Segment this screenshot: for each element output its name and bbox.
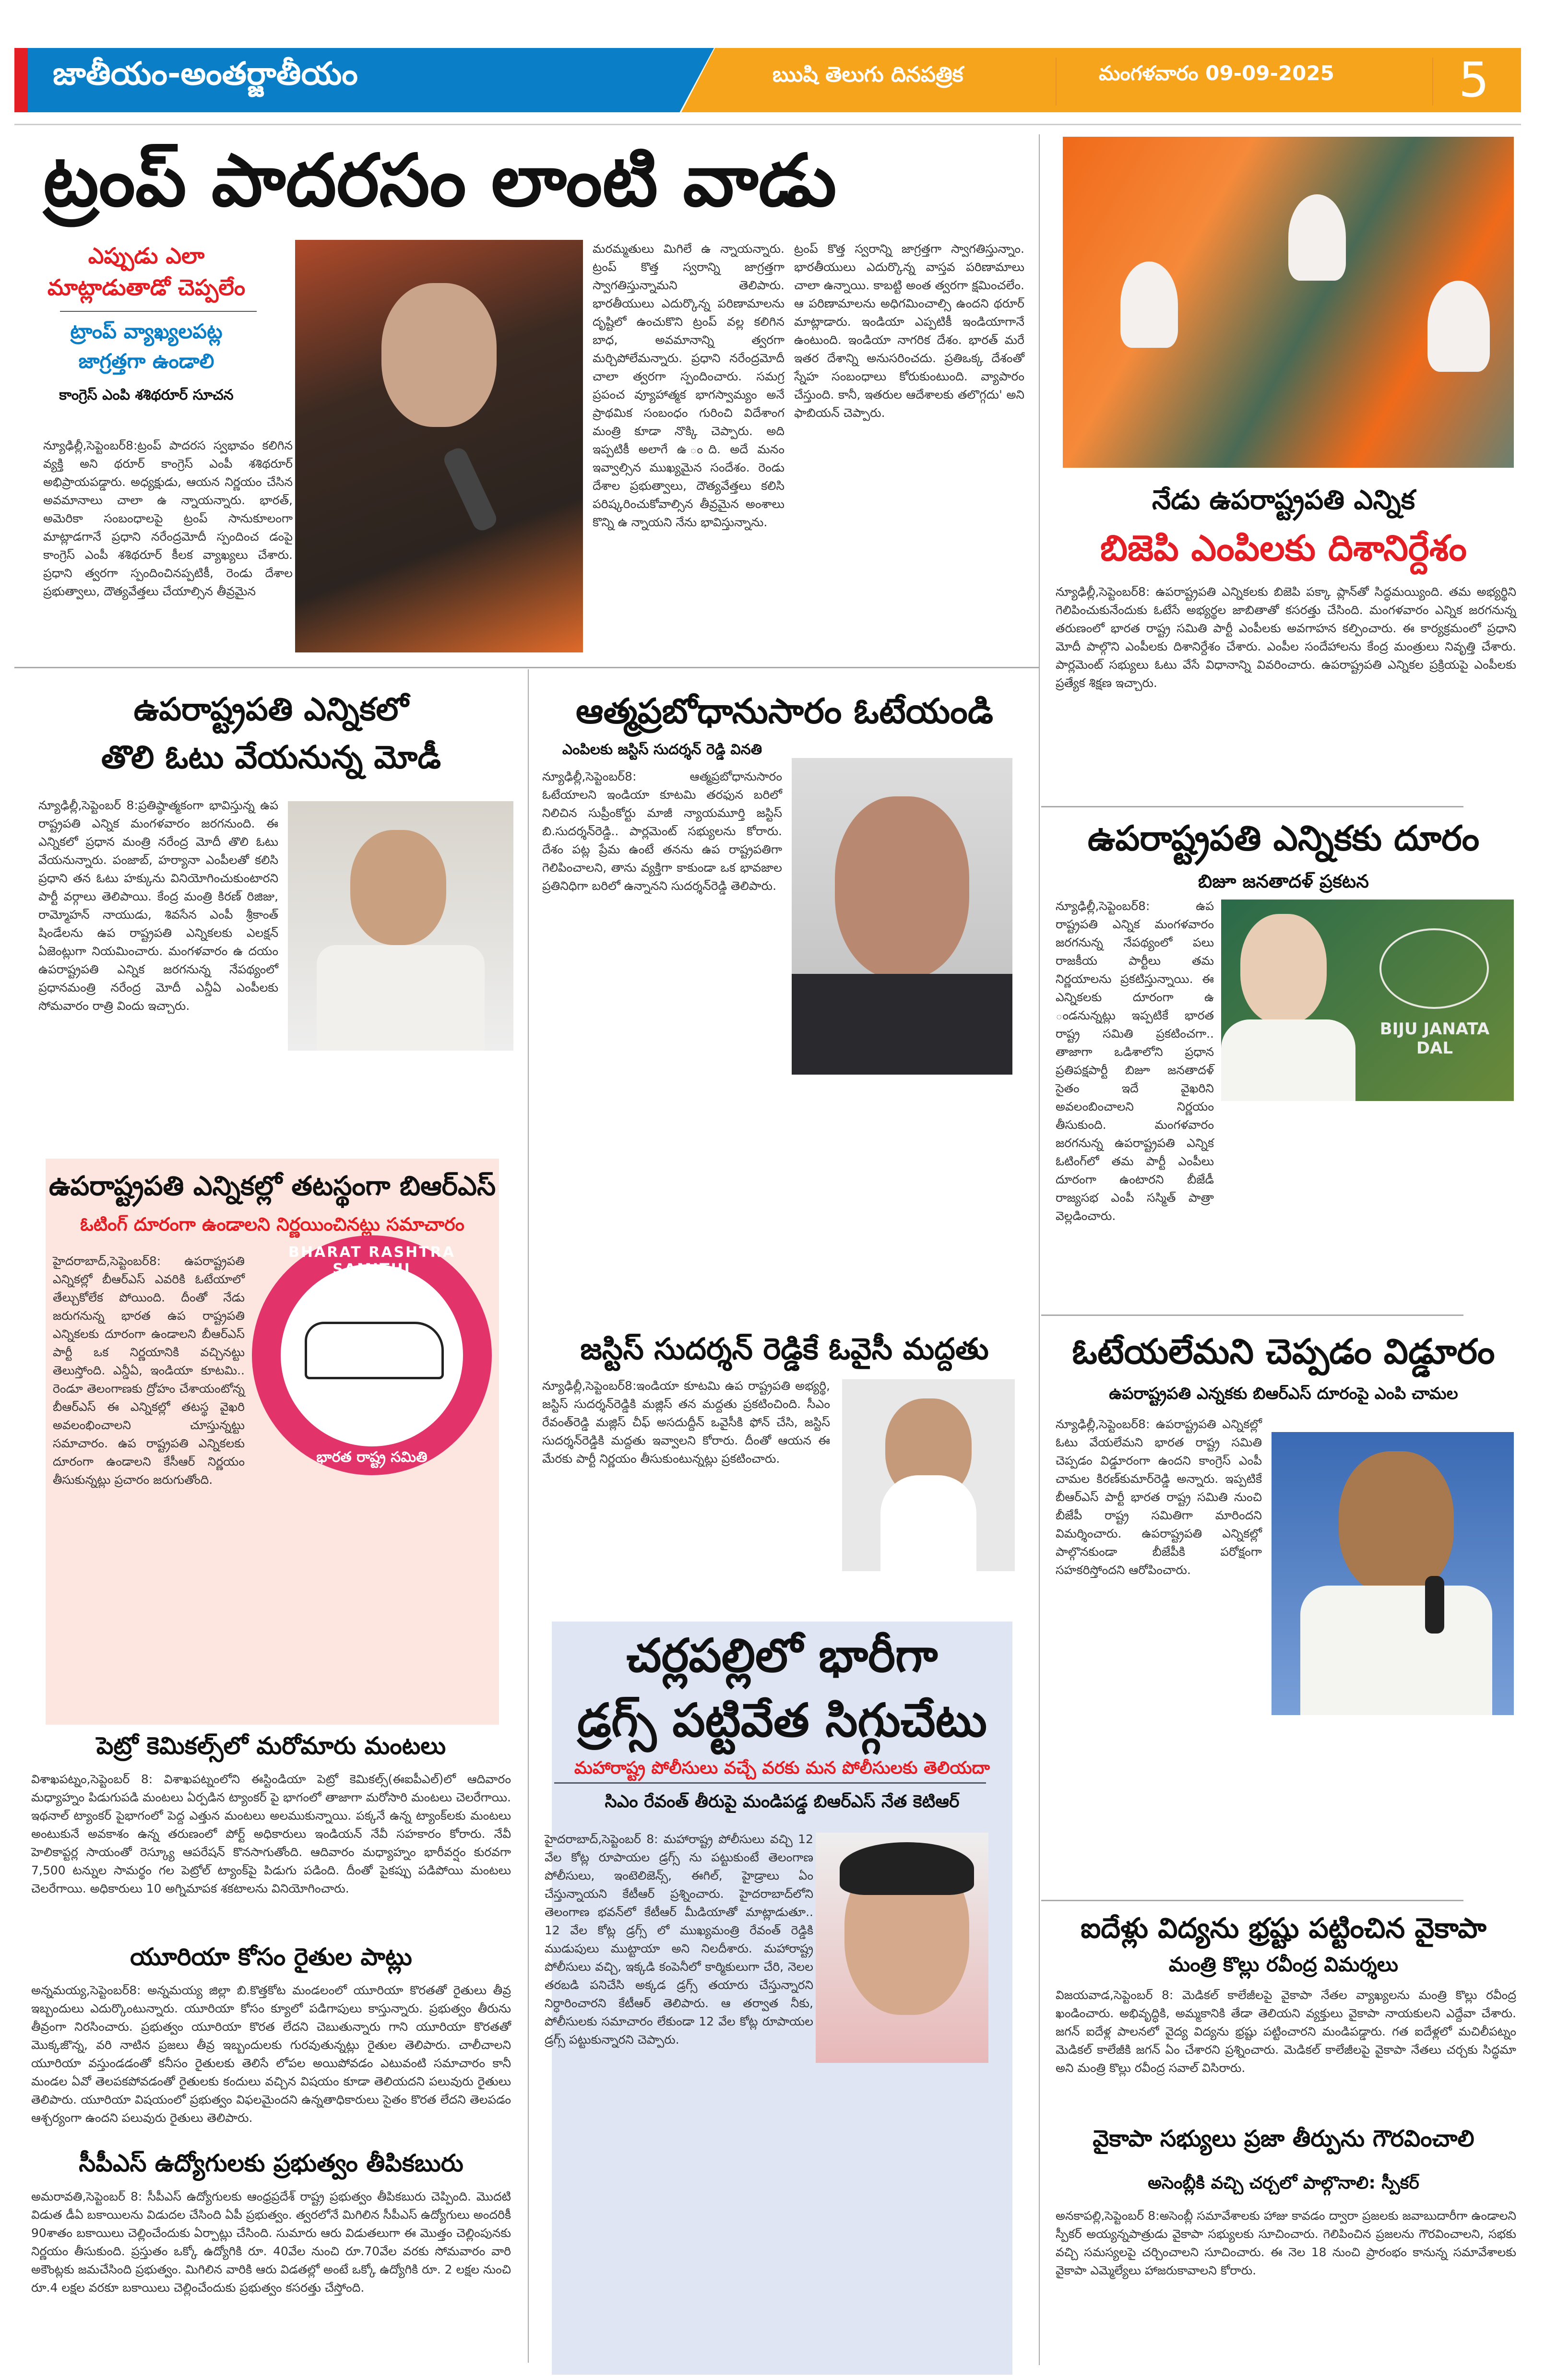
- bjp-body: న్యూఢిల్లీ,సెప్టెంబర్8: ఉపరాష్ట్రపతి ఎన్నికలకు బిజెపి పక్కా ప్లాన్‌తో సిద్ధమయ్యింది. తమ అభ్యర్థిని గెలిపించుకునేందుకు ఓటేసే అభ్యర్థల జాబితాతో కసరత్తు చేసింది. మంగళవారం ఎన్నిక జరగనున్న తరుణంలో భారత రాష్ట్ర సమితి పార్టీ ఎంపీలకు అవగాహన కల్పించారు. ఈ కార్యక్రమంలో ప్రధాని మోదీ పాల్గొని ఎంపీలకు దిశానిర్దేశం చేశారు. ఎంపీల సందేహాలను కేంద్ర మంత్రులు నివృత్తి చేశారు. పార్లమెంట్ సభ్యులు ఓటు వేసే విధానాన్ని వివరించారు. ఉపరాష్ట్రపతి ఎన్నికల ప్రక్రియపై ఎంపీలకు ప్రత్యేక శిక్షణ ఇచ్చారు.: [1056, 585, 1516, 690]
- owaisi-photo: [842, 1379, 1015, 1571]
- drugs-headline-1: చర్లపల్లిలో భారీగా: [626, 1629, 938, 1682]
- kicker-rule: [60, 311, 257, 312]
- tharoor-photo: [295, 240, 583, 652]
- lead-body-right: ట్రంప్ కొత్త స్వరాన్ని జాగ్రత్తగా స్వాగతిస్తున్నాం. భారతీయులు ఎదుర్కొన్న వాస్తవ పరిణామాలు చాలా ఉన్నాయి. కాబట్టి అంత త్వరగా క్షమించలేం. ఆ పరిణామాలను అధిగమించాల్సి ఉందని థరూర్ మాట్లాడారు. ఇండియా ఎప్పటికీ ఇండియాగానే ఉంటుంది. ఇండియా నాగరిక దేశం. భారత్ మరే ఇతర దేశాన్ని అనుసరించదు. ప్రతిఒక్క దేశంతో స్నేహ సంబంధాలు కోరుకుంటుంది. వ్యాపారం చేస్తుంది. కానీ, ఇతరుల ఆదేశాలకు తలొగ్గదు' అని ఫాబియన్ చెప్పారు.: [794, 242, 1024, 420]
- bjd-sub: బిజూ జనతాదళ్ ప్రకటన: [1198, 871, 1369, 892]
- masthead-red-accent: [14, 48, 28, 112]
- page-number: 5: [1459, 52, 1489, 108]
- lead-byline: కాంగ్రెస్ ఎంపి శశిథరూర్ సూచన: [59, 387, 234, 403]
- speaker-sub: అసెంబ్లీకి వచ్చి చర్చలో పాల్గొనాలి: స్పీకర్: [1148, 2173, 1419, 2193]
- bjd-logo-text: BIJU JANATA DAL: [1379, 1019, 1490, 1058]
- chamala-face: [1339, 1451, 1454, 1595]
- bjd-photo: [1221, 900, 1514, 1101]
- chamala-body: న్యూఢిల్లీ,సెప్టెంబర్8: ఉపరాష్ట్రపతి ఎన్నికల్లో ఓటు వేయలేమని భారత రాష్ట్ర సమితి చెప్పడం విడ్డూరంగా ఉందని కాంగ్రెస్ ఎంపీ చామల కిరణ్‌కుమార్‌రెడ్డి అన్నారు. ఇప్పటికే బీఆర్ఎస్ పార్టీ భారత రాష్ట్ర సమితి నుంచి బీజేపీ రాష్ట్ర సమితిగా మారిందని విమర్శించారు. ఉపరాష్ట్రపతి ఎన్నికల్లో పాల్గొనకుండా బీజేపీకి పరోక్షంగా సహకరిస్తోందని ఆరోపించారు.: [1056, 1417, 1262, 1577]
- drugs-rule: [554, 1782, 986, 1784]
- chamala-sub: ఉపరాష్ట్రపతి ఎన్నకకు బిఆర్ఎస్ దూరంపై ఎంపి చామల: [1109, 1384, 1458, 1403]
- bjp-headline-2: బిజెపి ఎంపిలకు దిశానిర్దేశం: [1100, 528, 1467, 569]
- tharoor-face: [381, 283, 497, 427]
- brs-logo-text: BHARAT RASHTRA SAMITHI: [288, 1244, 455, 1278]
- issue-date: మంగళవారం 09-09-2025: [1099, 61, 1334, 85]
- chamala-shirt: [1300, 1586, 1492, 1715]
- bjp-headline-1: నేడు ఉపరాష్ట్రపతి ఎన్నిక: [1152, 485, 1415, 516]
- medical-body: విజయవాడ,సెప్టెంబర్ 8: మెడికల్ కాలేజీలపై వైకాపా నేతల వ్యాఖ్యలను మంత్రి కొల్లు రవీంద్ర ఖండించారు. అభివృద్ధికి, అమ్మకానికి తేడా తెలియని వ్యక్తులు వైకాపా నాయకులని ఎద్దేవా చేశారు. జగన్ ఐదేళ్ల పాలనలో వైద్య విద్యను భ్రష్టు పట్టించారని మండిపడ్డారు. గత ఐదేళ్లలో మచిలీపట్నం మెడికల్ కాలేజీకి జగన్ ఏం చేశారని ప్రశ్నించారు. మెడికల్ కాలేజీలపై వైకాపా నేతలు చర్చకు సిద్ధమా అని మంత్రి కొల్లు రవీంద్ర సవాల్ విసిరారు.: [1056, 1988, 1516, 2075]
- paper-name: ఋషి తెలుగు దినపత్రిక: [773, 62, 963, 87]
- modi-kurta: [317, 945, 485, 1051]
- petro-body: విశాఖపట్నం,సెప్టెంబర్ 8: విశాఖపట్నంలోని ఈస్టిండియా పెట్రో కెమికల్స్(ఈఐపీఎల్)లో ఆదివారం మధ్యాహ్నం పిడుగుపడి మంటలు ఏర్పడిన ట్యాంకర్ పై భాగంలో తాజాగా మరోసారి మంటలు చెలరేగాయి. ఇథనాల్ ట్యాంకర్ పైభాగంలో పెద్ద ఎత్తున మంటలు అలముకున్నాయి. పక్కనే ఉన్న ట్యాంక్‌లకు మంటలు అంటుకునే అవకాశం ఉన్న తరుణంలో పోర్ట్ అధికారులు ఇండియన్ నేవీ సహకారం కోరారు. నేవీ హెలికాప్టర్ల సాయంతో రెస్క్యూ ఆపరేషన్ కొనసాగుతోంది. ఆదివారం మధ్యాహ్నం భారీవర్షం కురవగా 7,500 టన్నుల సామర్థం గల పెట్రోల్ ట్యాంక్‌పై పిడుగు పడింది. దీంతో పైకప్పు పడిపోయి మంటలు చెలరేగాయి. అధికారులు 10 అగ్నిమాపక శకటాలను వినియోగించారు.: [31, 1772, 511, 1895]
- owaisi-body: న్యూఢిల్లీ,సెప్టెంబర్8:ఇండియా కూటమి ఉప రాష్ట్రపతి అభ్యర్థి, జస్టిస్ సుదర్శన్‌రెడ్డికి మజ్లిస్ తన మద్దతు ప్రకటించింది. సీఎం రేవంత్‌రెడ్డి మజ్లిస్ చీఫ్ అసదుద్దీన్ ఒవైసీకి ఫోన్ చేసి, జస్టిస్ సుదర్శన్‌రెడ్డికి మద్దతు ఇవ్వాలని కోరారు. దీంతో ఆయన ఈ మేరకు పార్టీ నిర్ణయం తీసుకుంటున్నట్లు ప్రకటించారు.: [542, 1379, 830, 1466]
- medical-headline: ఐదేళ్లు విద్యను భ్రష్టు పట్టించిన వైకాపా: [1081, 1912, 1486, 1944]
- sudarshan-sub: ఎంపిలకు జస్టిస్ సుదర్శన్ రెడ్డి వినతి: [562, 741, 762, 758]
- car-icon: [305, 1322, 444, 1379]
- drugs-body: హైదరాబాద్,సెప్టెంబర్ 8: మహారాష్ట్ర పోలీసులు వచ్చి 12 వేల కోట్ల రూపాయల డ్రగ్స్ ను పట్టుకుంటే తెలంగాణ పోలీసులు, ఇంటెలిజెన్స్, ఈగిల్, హైడ్రాలు ఏం చేస్తున్నాయని కేటీఆర్ ప్రశ్నించారు. హైదరాబాద్‌లోని తెలంగాణ భవన్‌లో కేటీఆర్ మీడియాతో మాట్లాడుతూ.. 12 వేల కోట్ల డ్రగ్స్ లో ముఖ్యమంత్రి రేవంత్ రెడ్డికి ముడుపులు ముట్టాయా అని నిలదీశారు. మహారాష్ట్ర పోలీసులు వచ్చి, ఇక్కడి కంపెనీలో కార్మికులుగా చేరి, నెలల తరబడి పనిచేసి అక్కడ డ్రగ్స్ తయారు చేస్తున్నారని నిర్ధారించారని కేటీఆర్ తెలిపారు. ఆ తర్వాత నీకు, పోలీసులకు సమాచారం లేకుండా 12 వేల కోట్ల రూపాయల డ్రగ్స్ పట్టుకున్నారని చెప్పారు.: [545, 1832, 813, 2047]
- modi-face: [350, 830, 446, 945]
- drugs-sub-red: మహారాష్ట్ర పోలీసులు వచ్చే వరకు మన పోలీసులకు తెలియదా: [574, 1758, 990, 1778]
- cps-body: అమరావతి,సెప్టెంబర్ 8: సీపీఎస్ ఉద్యోగులకు ఆంధ్రప్రదేశ్ రాష్ట్ర ప్రభుత్వం తీపికబురు చెప్పింది. మొదటి విడుత డీఏ బకాయిలను విడుదల చేసింది ఏపీ ప్రభుత్వం. త్వరలోనే మిగిలిన సీపీఎస్ ఉద్యోగులు అందరికీ 90శాతం బకాయిలు చెల్లించేందుకు ఏర్పాట్లు చేసింది. సుమారు ఆరు విడుతలుగా ఈ మొత్తం చెల్లింపునకు నిర్ణయం తీసుకుంది. ప్రస్తుతం ఒక్కో ఉద్యోగికి రూ. 40వేల నుంచి రూ.70వేల వరకు సోమవారం వారి అకౌంట్లకు జమచేసింది ప్రభుత్వం. మిగిలిన వారికి ఆరు విడతల్లో అంటే ఒక్కో ఉద్యోగికి రూ. 2 లక్షల నుంచి రూ.4 లక్షల వరకూ బకాయిలు చెల్లించేందుకు ప్రభుత్వం కసరత్తు చేస్తోంది.: [31, 2190, 511, 2295]
- brs-logo: [252, 1235, 492, 1475]
- sudarshan-photo: [792, 758, 1012, 1075]
- conch-logo-icon: [1379, 928, 1489, 1009]
- section-rule: [1041, 806, 1463, 807]
- naveen-face: [1240, 914, 1327, 1024]
- ktr-photo: [816, 1833, 988, 2063]
- sudarshan-body: న్యూఢిల్లీ,సెప్టెంబర్8: ఆత్మప్రబోధానుసారం ఓటేయాలని ఇండియా కూటమి తరఫున బరిలో నిలిచిన సుప్రీంకోర్టు మాజీ న్యాయమూర్తి జస్టిస్ బి.సుదర్శన్‌రెడ్డి.. పార్లమెంట్ సభ్యులను కోరారు. దేశం పట్ల ప్రేమ ఉంటే తనను ఉప రాష్ట్రపతిగా గెలిపించాలని, తాను వ్యక్తిగా కాకుండా ఒక భావజాల ప్రతినిధిగా బరిలో ఉన్నానని సుదర్శన్‌రెడ్డి తెలిపారు.: [542, 770, 782, 893]
- sudarshan-suit: [792, 974, 1012, 1075]
- brs-logo-text-te: భారత రాష్ట్ర సమితి: [316, 1449, 428, 1466]
- drugs-sub-black: సిఎం రేవంత్ తీరుపై మండిపడ్డ బిఆర్ఎస్ నేత కెటిఆర్: [605, 1792, 960, 1812]
- column-rule: [1039, 134, 1040, 2365]
- speaker-headline: వైకాపా సభ్యులు ప్రజా తీర్పును గౌరవించాలి: [1093, 2125, 1474, 2152]
- lead-body-mid: మరమ్మతులు మిగిలే ఉ న్నాయన్నారు. ట్రంప్ కొత్త స్వరాన్ని జాగ్రత్తగా స్వాగతిస్తున్నామని తెలిపారు. భారతీయులు ఎదుర్కొన్న పరిణామాలను దృష్టిలో ఉంచుకొని ట్రంప్ వల్ల కలిగిన బాధ, అవమానాన్ని త్వరగా మర్చిపోలేమన్నారు. ప్రధాని నరేంద్రమోదీ చాలా త్వరగా స్పందించారు. సమగ్ర ప్రపంచ వ్యూహాత్మక భాగస్వామ్యం అనే ప్రాథమిక సంబంధం గురించి విదేశాంగ మంత్రి కూడా నొక్కి చెప్పారు. అది ఇప్పటికీ అలాగే ఉ ంది. అదే మనం ఇవ్వాల్సిన ముఖ్యమైన సందేశం. రెండు దేశాల ప్రభుత్వాలు, దౌత్యవేత్తలు కలిసి పరిష్కరించుకోవాల్సిన తీవ్రమైన అంశాలు కొన్ని ఉ న్నాయని నేను భావిస్తున్నాను.: [593, 242, 784, 529]
- modi-body: న్యూఢిల్లీ,సెప్టెంబర్ 8:ప్రతిష్ఠాత్మకంగా భావిస్తున్న ఉప రాష్ట్రపతి ఎన్నిక మంగళవారం జరగనుంది. ఈ ఎన్నికలో ప్రధాన మంత్రి నరేంద్ర మోదీ తొలి ఓటు వేయనున్నారు. పంజాబ్, హర్యానా ఎంపీలతో కలిసి ప్రధాని తన ఓటు హక్కును వినియోగించుకుంటారని పార్టీ వర్గాలు తెలిపాయి. కేంద్ర మంత్రి కిరణ్ రిజిజు, రామ్మోహన్ నాయుడు, శివసేన ఎంపీ శ్రీకాంత్ షిండేలను ఉప రాష్ట్రపతి ఎన్నికలకు ఎలక్షన్ ఏజెంట్లుగా నియమించారు. మంగళవారం ఉ దయం ఉపరాష్ట్రపతి ఎన్నిక జరగనున్న నేపథ్యంలో ప్రధానమంత్రి నరేంద్ర మోదీ ఎన్డీఏ ఎంపీలకు సోమవారం రాత్రి విందు ఇచ్చారు.: [38, 798, 278, 1013]
- masthead-divider: [1432, 58, 1433, 106]
- lotus-icon: [1120, 261, 1178, 348]
- section-rule: [14, 667, 1039, 668]
- naveen-kurta: [1221, 1019, 1355, 1101]
- section-rule: [1041, 1900, 1463, 1901]
- owaisi-headline: జస్టిస్ సుదర్శన్ రెడ్డికే ఓవైసీ మద్దతు: [580, 1331, 989, 1366]
- lead-kicker-red: ఎప్పుడు ఎలా మాట్లాడుతాడో చెప్పలేం: [47, 243, 246, 300]
- bjp-flags-photo: [1063, 137, 1514, 468]
- owaisi-beard: [880, 1475, 976, 1571]
- cps-headline: సీపీఎస్ ఉద్యోగులకు ప్రభుత్వం తీపికబురు: [79, 2149, 464, 2177]
- brs-body: హైదరాబాద్,సెప్టెంబర్8: ఉపరాష్ట్రపతి ఎన్నికల్లో బీఆర్ఎస్ ఎవరికి ఓటేయాలో తేల్చుకోలేక పోయింది. దీంతో నేడు జరుగనున్న భారత ఉప రాష్ట్రపతి ఎన్నికలకు దూరంగా ఉండాలని బీఆర్ఎస్ పార్టీ ఒక నిర్ణయానికి వచ్చినట్టు తెలుస్తోంది. ఎన్డీఏ, ఇండియా కూటమి.. రెండూ తెలంగాణకు ద్రోహం చేశాయంటోన్న బీఆర్ఎస్ ఈ ఎన్నికల్లో తటస్థ వైఖరి అవలంభించాలని చూస్తున్నట్టు సమాచారం. ఉప రాష్ట్రపతి ఎన్నికలకు దూరంగా ఉండాలని కేసీఆర్ నిర్ణయం తీసుకున్నట్లు ప్రచారం జరుగుతోంది.: [53, 1254, 245, 1487]
- brs-sub: ఓటింగ్ దూరంగా ఉండాలని నిర్ణయించినట్లు సమాచారం: [80, 1214, 464, 1235]
- microphone-icon: [1425, 1576, 1444, 1634]
- modi-photo: [288, 801, 513, 1051]
- lead-body-left: న్యూఢిల్లీ,సెప్టెంబర్8:ట్రంప్ పాదరస స్వభావం కలిగిన వ్యక్తి అని థరూర్ కాంగ్రెస్ ఎంపీ శశిథరూర్ అభిప్రాయపడ్డారు. అధ్యక్షుడు, ఆయన నిర్ణయం చేసిన అవమానాలు చాలా ఉ న్నాయన్నారు. భారత్, అమెరికా సంబంధాలపై ట్రంప్ సానుకూలంగా మాట్లాడగానే ప్రధాని నరేంద్రమోదీ స్పందించ డంపై కాంగ్రెస్ ఎంపీ శశిథరూర్ కీలక వ్యాఖ్యలు చేశారు. ప్రధాని త్వరగా స్పందించినప్పటికీ, రెండు దేశాల ప్రభుత్వాలు, దౌత్యవేత్తలు చేయాల్సిన తీవ్రమైన: [43, 438, 293, 598]
- lotus-icon: [1427, 281, 1490, 372]
- lotus-icon: [1288, 194, 1346, 281]
- chamala-headline: ఓటేయలేమని చెప్పడం విడ్డూరం: [1072, 1331, 1495, 1372]
- sudarshan-headline: ఆత్మప్రబోధానుసారం ఓటేయండి: [575, 691, 994, 731]
- section-title: జాతీయం-అంతర్జాతీయం: [53, 55, 358, 92]
- bjd-body-top: న్యూఢిల్లీ,సెప్టెంబర్8: ఉప రాష్ట్రపతి ఎన్నిక మంగళవారం జరగనున్న నేపథ్యంలో పలు రాజకీయ పార్టీలు తమ నిర్ణయాలను ప్రకటిస్తున్నాయి. ఈ ఎన్నికలకు దూరంగా ఉ ండనున్నట్లు ఇప్పటికే భారత రాష్ట్ర సమితి ప్రకటించగా.. తాజాగా ఒడిశాలోని ప్రధాన ప్రతిపక్షపార్టీ బిజూ జనతాదళ్ సైతం ఇదే వైఖరిని అవలంబించాలని నిర్ణయం తీసుకుంది. మంగళవారం జరగనున్న ఉపరాష్ట్రపతి ఎన్నిక ఓటింగ్‌లో తమ పార్టీ ఎంపీలు దూరంగా ఉంటారని బీజేడీ రాజ్యసభ ఎంపీ సస్మిత్ పాత్రా వెల్లడించారు.: [1056, 899, 1214, 1223]
- column-rule: [528, 669, 529, 2363]
- sudarshan-face: [835, 796, 969, 979]
- microphone-icon: [441, 445, 499, 533]
- brs-headline: ఉపరాష్ట్రపతి ఎన్నికల్లో తటస్థంగా బిఆర్ఎస్: [48, 1171, 496, 1202]
- modi-headline-1: ఉపరాష్ట్రపతి ఎన్నికలో: [133, 691, 409, 728]
- medical-sub: మంత్రి కొల్లు రవీంద్ర విమర్శలు: [1168, 1953, 1399, 1976]
- bjd-headline: ఉపరాష్ట్రపతి ఎన్నికకు దూరం: [1087, 818, 1480, 858]
- petro-headline: పెట్రో కెమికల్స్‌లో మరోమారు మంటలు: [96, 1732, 446, 1760]
- masthead-divider: [1056, 58, 1057, 106]
- lead-kicker-blue: ట్రాంప్ వ్యాఖ్యలపట్ల జాగ్రత్తగా ఉండాలి: [70, 320, 223, 373]
- urea-body: అన్నమయ్య,సెప్టెంబర్8: అన్నమయ్య జిల్లా బి.కొత్తకోట మండలంలో యూరియా కొరతతో రైతులు తీవ్ర ఇబ్బందులు ఎదుర్కొంటున్నారు. యూరియా కోసం క్యూలో పడిగాపులు కాస్తున్నారు. ప్రభుత్వం తీరును తీవ్రంగా నిరసించారు. ప్రభుత్వం యూరియా కొరత లేదని చెబుతున్నారు గాని యూరియా కొరతతో మొక్కజొన్న, వరి నాటిన ప్రజలు తీవ్ర ఇబ్బందులకు గురవుతున్నట్లు రైతుల తెలిపారు. చాలీచాలని యూరియా వస్తుండడంతో కనీసం రైతులకు తెలిసే లోపల అయిపోవడం ఎటువంటి సమాచారం కానీ మండల ఏవో తెలపకపోవడంతో రైతులకు కందులు వచ్చిన విషయం కూడా తెలియదని పలువురు రైతులు తెలిపారు. యూరియా విషయంలో ప్రభుత్వం విఫలమైందని ఉన్నతాధికారులు సైతం కొరత లేదని తెలపడం ఆశ్చర్యంగా ఉందని పలువురు రైతులు తెలిపారు.: [31, 1983, 511, 2125]
- lead-headline: ట్రంప్ పాదరసం లాంటి వాడు: [43, 139, 837, 223]
- section-rule: [1041, 1314, 1463, 1316]
- drugs-headline-2: డ్రగ్స్ పట్టివేత సిగ్గుచేటు: [577, 1693, 987, 1747]
- ktr-hair: [840, 1842, 974, 1895]
- masthead-rule: [14, 124, 1521, 125]
- chamala-photo: [1272, 1432, 1514, 1715]
- speaker-body: అనకాపల్లి,సెప్టెంబర్ 8:అసెంబ్లీ సమావేశాలకు హాజు కావడం ద్వారా ప్రజలకు జవాబుదారీగా ఉండాలని స్పీకర్ అయ్యన్నపాత్రుడు వైకాపా సభ్యులకు సూచించారు. గెలిపించిన ప్రజలను గౌరవించాలని, సభకు వచ్చి సమస్యలపై చర్చించాలని సూచించారు. ఈ నెల 18 నుంచి ప్రారంభం కానున్న సమావేశాలకు వైకాపా ఎమ్మెల్యేలు హాజరుకావాలని కోరారు.: [1056, 2209, 1516, 2277]
- modi-headline-2: తొలి ఓటు వేయనున్న మోడీ: [101, 739, 441, 776]
- urea-headline: యూరియా కోసం రైతుల పాట్లు: [130, 1943, 412, 1971]
